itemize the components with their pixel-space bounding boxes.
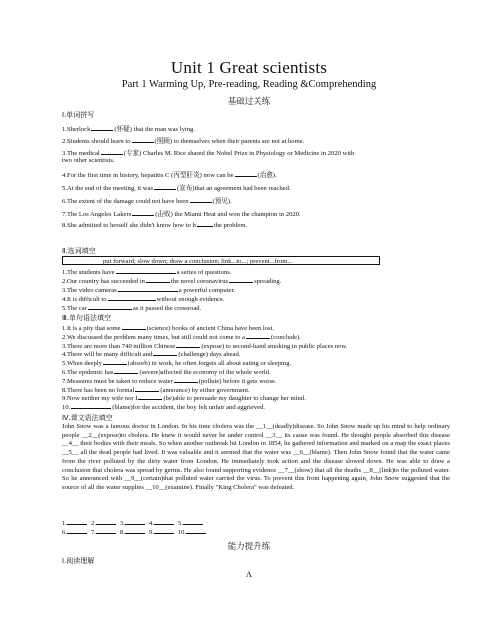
answer-blank[interactable] xyxy=(186,527,206,534)
part3-text: (announce) by either government. xyxy=(160,386,250,394)
answer-blank[interactable] xyxy=(122,323,146,330)
part3-text: (conclude). xyxy=(270,333,301,341)
passage-text: John Snow was a famous doctor in London. In his time cholera was the __1__(deadly)disease. So John Snow made up his mind to help ordinary people __2__(expose)to cholera. He knew it would never be under control __3__ its cause was found. He thought people absorbed this disease __4__ their bodies with their meals. So when another outbreak hit London in 1854, he gathered information and marked on a map the exact places __5__ all the dead people had lived. It was valuable and it seemed that the water was __6__(blame). Then John Snow found that the water came from the river polluted by the dirty water from London. He immediately took action and the disease slowed down. He was able to draw a conclusion that cholera was spread by germs. He also found supporting evidence __7__(show) that all the deaths __8__(link)to the polluted water. So he announced with __9__(certain)that polluted water carried the virus. To prevent this from happening again, John Snow suggested that the source of all the water supplies __10__(examine). Finally "King Cholera" was defeated. xyxy=(62,423,450,491)
answer-row-2 xyxy=(62,527,210,538)
answer-blank[interactable] xyxy=(96,518,116,525)
answer-blank[interactable] xyxy=(125,518,145,525)
answer-number: 10. xyxy=(177,529,187,536)
answer-blank[interactable] xyxy=(146,276,170,283)
answer-blank[interactable] xyxy=(118,285,178,292)
part3-text: 4.There will be many difficult and xyxy=(62,351,153,359)
answer-number: 1. xyxy=(62,520,67,527)
part3-text: (expose) to second-hand smoking in public places now. xyxy=(201,342,348,350)
part1-text: 2.Students should learn to xyxy=(62,138,131,145)
answer-blank[interactable] xyxy=(96,527,116,534)
part1-text: (宣布)that an agreement had been reached. xyxy=(177,185,291,192)
answer-blank[interactable] xyxy=(138,393,162,400)
answer-blank[interactable] xyxy=(114,367,138,374)
answer-number: 9. xyxy=(148,529,154,536)
answer-number: 5. xyxy=(177,520,183,527)
section-basic-heading: 基础过关练 xyxy=(227,97,271,107)
part1-item xyxy=(62,157,436,166)
part3-text: (absorb) in work, he often forgets all about eating or sleeping. xyxy=(127,360,292,368)
answer-number: 3. xyxy=(119,520,125,527)
part1-text: 4.For the first time in history, hepatitis C (丙型肝炎) now can be xyxy=(62,172,234,179)
part3-text: (pollute) before it gets worse. xyxy=(198,377,277,385)
part1-text: (照顾) to themselves when their parents are not at home. xyxy=(154,138,305,145)
part3-text: (be)able to persuade my daughter to change her mind. xyxy=(163,395,306,403)
answer-blank[interactable] xyxy=(190,196,212,203)
section-advanced-heading: 能力提升练 xyxy=(227,542,271,552)
part1-text: (击败) the Miami Heat and won the champion in 2020. xyxy=(155,211,301,218)
reading-heading: Ⅰ.阅读理解 xyxy=(62,557,95,565)
answer-blank[interactable] xyxy=(197,220,213,227)
answer-blank[interactable] xyxy=(246,332,270,339)
part2-text: 3.The video cameras xyxy=(62,287,117,294)
answer-blank[interactable] xyxy=(135,385,159,392)
page-subtitle: Part 1 Warming Up, Pre-reading, Reading &Comprehending xyxy=(121,79,377,90)
part1-item xyxy=(62,220,436,231)
answer-blank[interactable] xyxy=(154,183,176,190)
answer-blank[interactable] xyxy=(91,124,113,131)
part1-text: (治愈). xyxy=(257,172,277,179)
part1-text: two other scientists. xyxy=(62,157,115,164)
part1-item xyxy=(62,124,436,135)
part2-item xyxy=(62,303,436,314)
part1-text: 6.The extent of the damage could not have been xyxy=(62,198,189,205)
part3-text: 7.Measures must be taken to reduce water xyxy=(62,377,173,385)
answer-blank[interactable] xyxy=(67,518,87,525)
answer-blank[interactable] xyxy=(71,402,111,409)
part2-text: 2.Our country has succeeded in xyxy=(62,278,145,285)
part2-text: 4.It is difficult to xyxy=(62,296,107,303)
answer-blank[interactable] xyxy=(154,518,174,525)
part3-item xyxy=(62,402,436,413)
answer-blank[interactable] xyxy=(132,136,154,143)
part3-heading: Ⅲ.单句语法填空 xyxy=(62,314,112,322)
part3-text: 9.Now neither my wife nor I xyxy=(62,395,138,403)
part1-text: 7.The Los Angeles Lakers xyxy=(62,211,132,218)
part2-text: without enough evidence. xyxy=(156,296,225,303)
answer-blank[interactable] xyxy=(103,358,127,365)
passage-label: A xyxy=(245,569,253,579)
part3-text: 8.There has been no formal xyxy=(62,386,135,394)
part3-text: 5.When deeply xyxy=(62,360,102,368)
part1-text: 5.At the end of the meeting, it was xyxy=(62,185,154,192)
part2-heading: Ⅱ.选词填空 xyxy=(62,247,96,255)
answer-number: 6. xyxy=(62,529,67,536)
part3-text: 10. xyxy=(62,404,71,412)
part3-text: (severe)affected the economy of the whole world. xyxy=(139,369,271,376)
part3-text: (science) books of ancient China have been lost. xyxy=(146,325,275,332)
part1-text: (怀疑) that the man was lying. xyxy=(114,126,195,133)
answer-blank[interactable] xyxy=(125,527,145,534)
answer-number: 4. xyxy=(148,520,154,527)
part3-text: (blame)for the accident, the boy felt unfair and aggrieved. xyxy=(112,404,265,412)
part3-text: 3.There are more than 740 million Chinese xyxy=(62,342,176,350)
part1-heading: Ⅰ.单词拼写 xyxy=(62,111,95,119)
answer-blank[interactable] xyxy=(132,209,154,216)
part2-text: spreading. xyxy=(254,278,282,285)
part1-text: 8.She admitted to herself she didn't know how to h xyxy=(62,222,196,229)
answer-blank[interactable] xyxy=(88,303,132,310)
part3-text: (challenge) days ahead. xyxy=(178,351,241,359)
answer-blank[interactable] xyxy=(176,341,200,348)
answer-blank[interactable] xyxy=(108,294,156,301)
part1-item xyxy=(62,209,436,220)
part3-text: 1.It is a pity that some xyxy=(62,325,121,332)
page-title: Unit 1 Great scientists xyxy=(170,58,328,77)
part2-text: 1.The students have xyxy=(62,269,115,276)
part2-text: 5.The car xyxy=(62,305,87,312)
answer-number: 7. xyxy=(90,529,96,536)
part3-text: 2.We discussed the problem many times, but still could not come to a xyxy=(62,333,245,341)
part1-item xyxy=(62,196,436,207)
answer-number: 2. xyxy=(90,520,96,527)
answer-blank[interactable] xyxy=(67,527,87,534)
part1-text: the problem. xyxy=(213,222,248,229)
answer-blank[interactable] xyxy=(116,267,176,274)
part1-item xyxy=(62,183,436,194)
part1-text: 3.The medical xyxy=(62,150,100,157)
answer-blank[interactable] xyxy=(154,527,174,534)
part1-text: (专家) Charles M. Rice shared the Nobel Prize in Physiology or Medicine in 2020 with xyxy=(123,150,355,157)
answer-blank[interactable] xyxy=(153,349,177,356)
part2-text: the novel coronavirus xyxy=(170,278,229,285)
answer-blank[interactable] xyxy=(174,376,198,383)
part1-item xyxy=(62,170,436,181)
part1-text: (预见). xyxy=(212,198,232,205)
part2-text: as it passed the crossroad. xyxy=(132,305,202,312)
part2-text: a series of questions. xyxy=(176,269,232,276)
word-bank-box: put forward; slow down; draw a conclusion; link...to...; prevent...from... xyxy=(62,256,380,265)
part4-heading: Ⅳ.课文语法填空 xyxy=(62,414,113,422)
part2-text: a powerful computer. xyxy=(178,287,235,294)
answer-blank[interactable] xyxy=(101,148,123,155)
part1-item xyxy=(62,136,436,147)
answer-blank[interactable] xyxy=(229,276,253,283)
answer-number: 8. xyxy=(119,529,125,536)
answer-blank[interactable] xyxy=(235,170,257,177)
part1-text: 1.Sherlock xyxy=(62,126,91,133)
part3-text: 6.The epidemic has xyxy=(62,369,114,376)
answer-blank[interactable] xyxy=(183,518,203,525)
